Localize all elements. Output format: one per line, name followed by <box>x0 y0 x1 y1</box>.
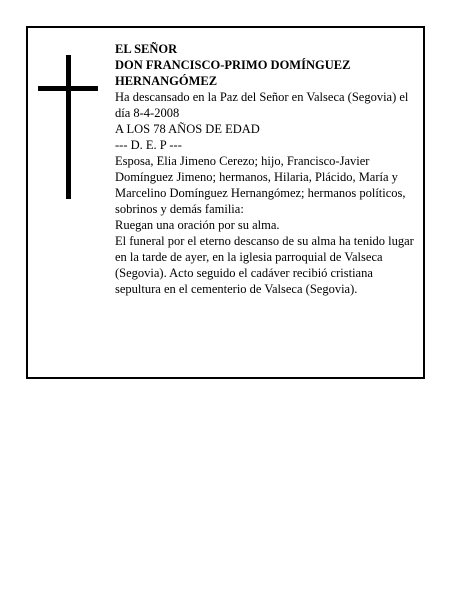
notice-text <box>115 41 420 297</box>
rest-statement: Ha descansado en la Paz del Señor en Valseca (Segovia) el día 8-4-2008 <box>115 90 409 120</box>
notice-title-line1: EL SEÑOR <box>115 42 178 56</box>
age-statement: A LOS 78 AÑOS DE EDAD <box>115 122 260 136</box>
prayer-request: Ruegan una oración por su alma. <box>115 218 280 232</box>
cross-horizontal-bar <box>38 86 98 91</box>
cross-vertical-bar <box>66 55 71 199</box>
deceased-name: DON FRANCISCO-PRIMO DOMÍNGUEZ HERNANGÓMEZ <box>115 58 351 88</box>
cross-icon <box>38 55 98 199</box>
family-list: Esposa, Elia Jimeno Cerezo; hijo, Francisco-Javier Domínguez Jimeno; hermanos, Hilaria, Plácido, María y Marcelino Domínguez Hernangómez; hermanos políticos, sobrinos y demás familia: <box>115 154 406 216</box>
obituary-notice <box>26 26 425 379</box>
dep-line: --- D. E. P --- <box>115 138 182 152</box>
funeral-info: El funeral por el eterno descanso de su alma ha tenido lugar en la tarde de ayer, en la iglesia parroquial de Valseca (Segovia). Acto seguido el cadáver recibió cristiana sepultura en el cementerio de Valseca (Segovia). <box>115 234 414 296</box>
